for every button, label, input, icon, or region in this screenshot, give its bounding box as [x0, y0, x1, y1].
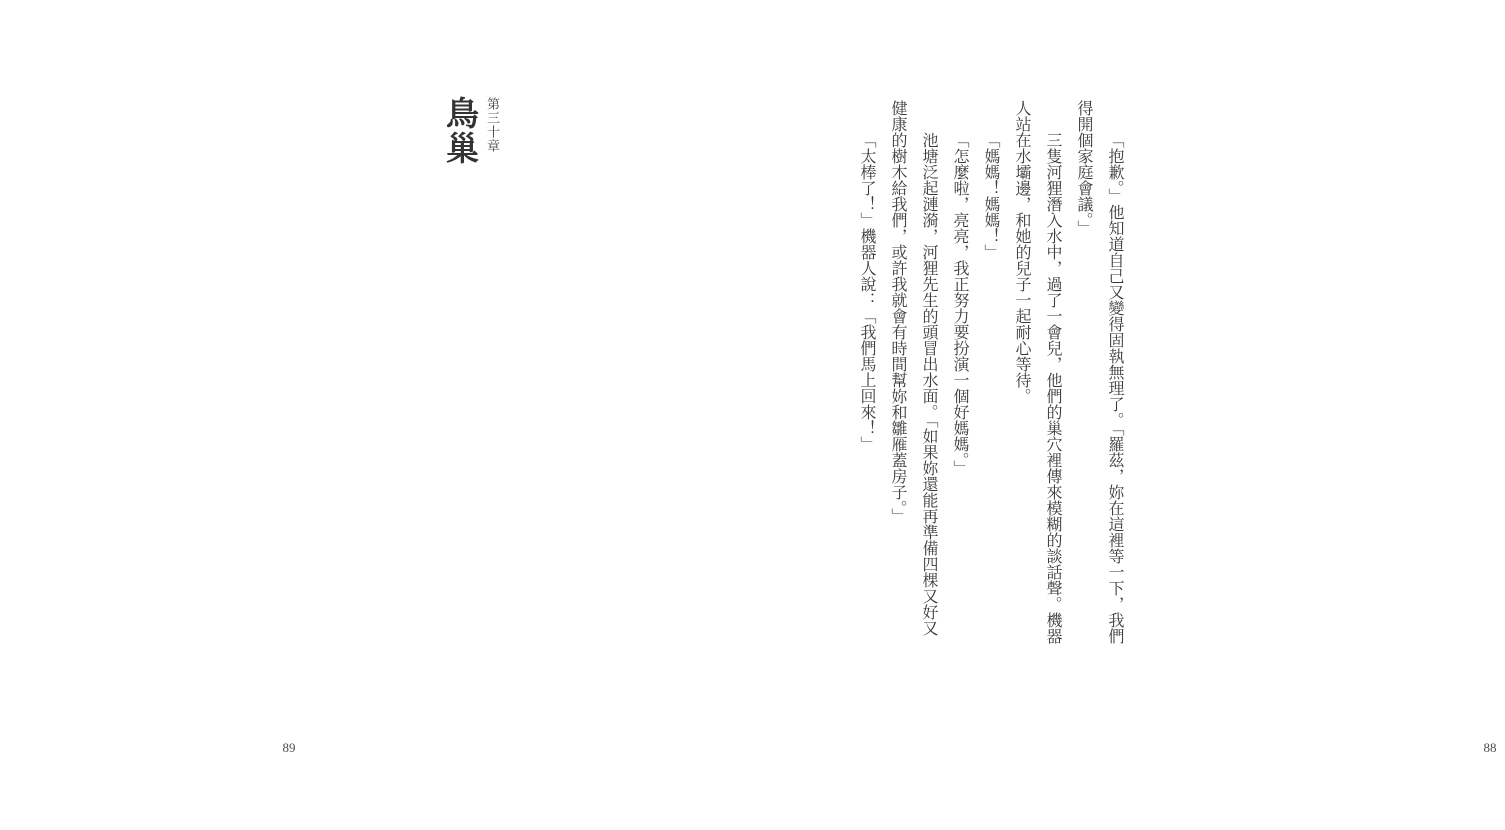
paragraph: 「怎麼啦，亮亮，我正努力要扮演一個好媽媽。」 — [951, 132, 968, 476]
chapter-number: 第三十章 — [485, 97, 500, 153]
page-88-body-text — [851, 100, 1130, 644]
paragraph: 池塘泛起漣漪，河狸先生的頭冒出水面。「如果妳還能再準備四棵又好又健康的樹木給我們，或許我就會有時間幫妳和雛雁蓋房子。」 — [889, 100, 937, 636]
page-89 — [0, 0, 600, 830]
page-number-89: 89 — [282, 740, 296, 755]
page-88 — [600, 0, 1497, 830]
paragraph: 「太棒了！」機器人說：「我們馬上回來！」 — [858, 132, 875, 452]
chapter-title: 鳥巢 — [441, 96, 477, 166]
paragraph: 「媽媽！媽媽！」 — [982, 132, 999, 260]
page-number-88: 88 — [1483, 740, 1497, 755]
paragraph: 「抱歉。」他知道自己又變得固執無理了。「羅茲，妳在這裡等一下，我們得開個家庭會議。」 — [1075, 100, 1123, 644]
paragraph: 三隻河狸潛入水中，過了一會兒，他們的巢穴裡傳來模糊的談話聲。機器人站在水壩邊，和她的兒子一起耐心等待。 — [1013, 100, 1061, 644]
